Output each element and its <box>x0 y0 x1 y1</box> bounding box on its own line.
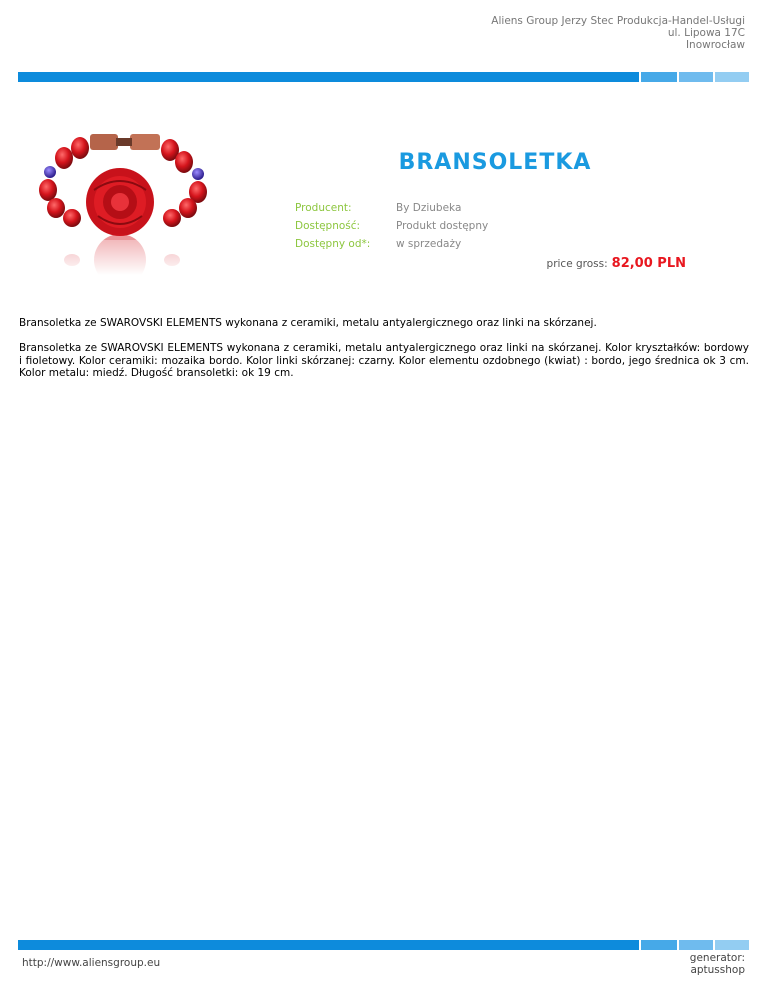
company-info <box>491 15 745 51</box>
price-label: price gross: <box>546 258 608 270</box>
generator-name: aptusshop <box>690 964 745 976</box>
attribute-value: w sprzedaży <box>396 238 462 250</box>
long-description: Bransoletka ze SWAROVSKI ELEMENTS wykonana z ceramiki, metalu antyalergicznego oraz linki na skórzanej. Kolor kryształków: bordowy i fioletowy. Kolor ceramiki: mozaika bordo. Kolor linki skórzanej: czarny. Kolor elementu ozdobnego (kwiat) : bordo, jego średnica ok 3 cm. Kolor metalu: miedź. Długość bransoletki: ok 19 cm. <box>19 342 749 379</box>
price-block <box>547 256 686 271</box>
generator-label: generator: <box>689 952 745 964</box>
attribute-producer <box>295 199 488 217</box>
attribute-value: By Dziubeka <box>396 202 462 214</box>
company-city: Inowrocław <box>685 39 745 51</box>
header-divider-bar <box>18 72 749 82</box>
footer-divider-bar <box>18 940 749 950</box>
attribute-value: Produkt dostępny <box>396 220 489 232</box>
attribute-label: Dostępność: <box>295 220 361 232</box>
generator-credit <box>690 952 745 976</box>
product-title: BRANSOLETKA <box>398 150 592 175</box>
attribute-available-from <box>295 235 488 253</box>
attribute-availability <box>295 217 488 235</box>
company-street: ul. Lipowa 17C <box>667 27 745 39</box>
attribute-label: Producent: <box>295 202 352 214</box>
short-description: Bransoletka ze SWAROVSKI ELEMENTS wykonana z ceramiki, metalu antyalergicznego oraz linki na skórzanej. <box>19 317 597 329</box>
attribute-label: Dostępny od*: <box>295 238 371 250</box>
product-attributes <box>295 199 488 253</box>
price-value: 82,00 PLN <box>611 256 686 271</box>
footer-website-link[interactable]: http://www.aliensgroup.eu <box>22 957 161 969</box>
bracelet-image <box>20 120 220 275</box>
company-name: Aliens Group Jerzy Stec Produkcja-Handel-Usługi <box>491 15 745 27</box>
